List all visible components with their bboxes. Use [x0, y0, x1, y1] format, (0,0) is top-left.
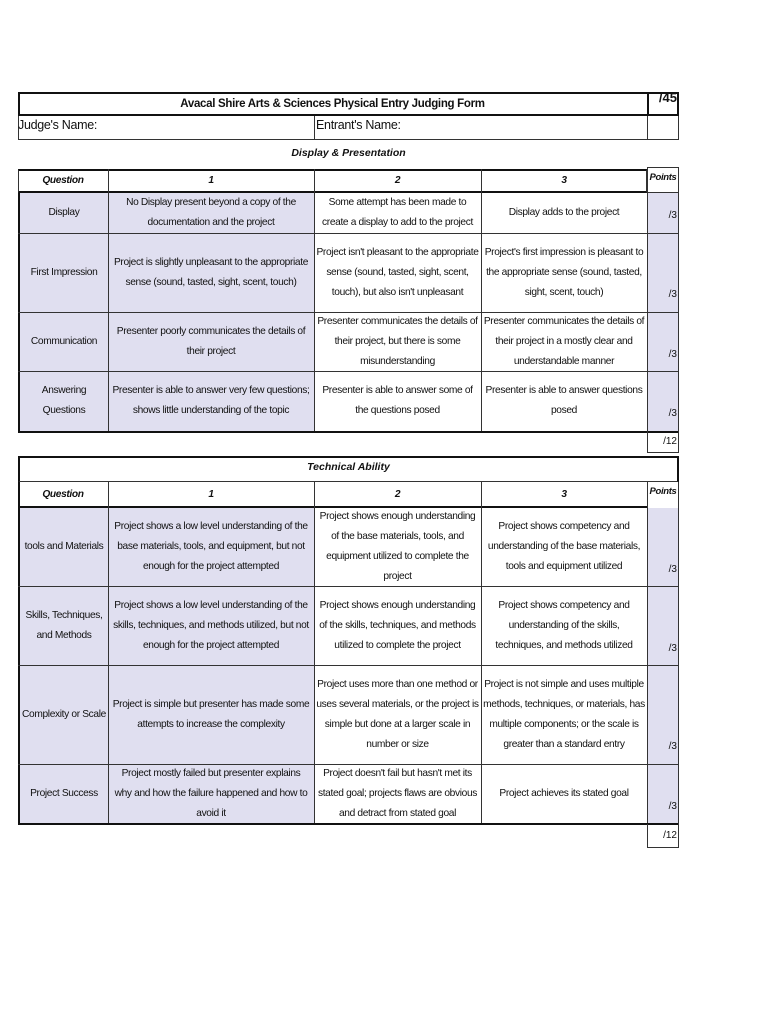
rubric-cell: No Display present beyond a copy of the documentation and the project	[108, 193, 314, 233]
rubric-cell: Project is slightly unpleasant to the appropriate sense (sound, tasted, sight, scent, touch)	[108, 233, 314, 312]
rubric-cell: Presenter is able to answer questions posed	[485, 385, 643, 416]
section1-subtotal: /12	[663, 436, 677, 447]
points-value: /3	[668, 408, 677, 419]
points-value: /3	[668, 564, 677, 575]
rubric-cell: Presenter poorly communicates the details of their project	[108, 312, 314, 371]
rubric-cell: Project isn't pleasant to the appropriate sense (sound, tasted, sight, scent, touch), but also isn't unpleasant	[316, 246, 479, 298]
points-value: /3	[668, 643, 677, 654]
rubric-cell: Project mostly failed but presenter explains why and how the failure happened and how to avoid it	[108, 764, 314, 823]
rubric-cell: Project shows competency and understanding of the base materials, tools and equipment utilized	[487, 521, 641, 572]
question-complexity-or-scale: Complexity or Scale	[18, 665, 108, 764]
rubric-cell: Project uses more than one method or uses several materials, or the project is simple but done at a larger scale in number or size	[316, 678, 479, 750]
rubric-cell: Project shows enough understanding of the skills, techniques, and methods utilized to complete the project	[319, 599, 476, 651]
points-cell[interactable]	[647, 312, 679, 371]
rubric-cell: Presenter is able to answer very few questions; shows little understanding of the topic	[108, 371, 314, 431]
points-value: /3	[668, 801, 677, 812]
form-title: Avacal Shire Arts & Sciences Physical Entry Judging Form	[180, 98, 485, 110]
question-skills-techniques-methods: Skills, Techniques, and Methods	[18, 586, 108, 665]
question-first-impression: First Impression	[18, 233, 108, 312]
points-cell[interactable]	[647, 233, 679, 312]
column-header-3: 3	[561, 489, 567, 500]
section-title-technical-ability: Technical Ability	[307, 461, 390, 473]
rubric-cell: Presenter communicates the details of their project, but there is some misunderstanding	[317, 315, 478, 367]
judge-name-field[interactable]: Judge's Name:	[18, 118, 98, 132]
rubric-cell: Project shows enough understanding of the base materials, tools, and equipment utilized to complete the project	[319, 511, 476, 582]
rubric-cell: Project is not simple and uses multiple methods, techniques, or materials, has multiple components; or the scale is greater than a standard entry	[483, 678, 645, 750]
question-tools-and-materials: tools and Materials	[18, 508, 108, 586]
question-communication: Communication	[18, 312, 108, 371]
rubric-cell: Presenter communicates the details of their project in a mostly clear and understandable manner	[483, 315, 645, 367]
points-cell[interactable]	[647, 764, 679, 823]
points-value: /3	[668, 289, 677, 300]
rubric-cell: Some attempt has been made to create a display to add to the project	[322, 197, 473, 228]
column-header-2: 2	[394, 489, 401, 500]
question-project-success: Project Success	[18, 764, 108, 823]
column-header-points: Points	[649, 486, 677, 497]
points-value: /3	[668, 210, 677, 221]
total-score: /45	[658, 90, 677, 105]
rubric-cell: Presenter is able to answer some of the questions posed	[322, 385, 473, 416]
rubric-cell: Project doesn't fail but hasn't met its stated goal; projects flaws are obvious and detract from stated goal	[317, 767, 478, 819]
rubric-cell: Project is simple but presenter has made some attempts to increase the complexity	[108, 665, 314, 764]
points-value: /3	[668, 741, 677, 752]
section2-subtotal: /12	[663, 830, 677, 841]
column-header-question: Question	[42, 489, 84, 500]
rubric-cell: Display adds to the project	[508, 207, 620, 218]
points-cell[interactable]	[647, 371, 679, 431]
entrant-name-field[interactable]: Entrant's Name:	[316, 118, 401, 132]
rubric-cell: Project shows competency and understanding of the skills, techniques, and methods utilized	[495, 599, 633, 651]
points-value: /3	[668, 349, 677, 360]
rubric-cell: Project's first impression is pleasant to the appropriate sense (sound, tasted, sight, scent, touch)	[484, 246, 644, 298]
rubric-cell: Project achieves its stated goal	[499, 787, 629, 799]
column-header-2: 2	[394, 175, 401, 186]
column-header-question: Question	[42, 175, 84, 186]
column-header-1: 1	[208, 175, 214, 186]
rubric-cell: Project shows a low level understanding of the skills, techniques, and methods utilized, but not enough for the project attempted	[108, 586, 314, 665]
column-header-3: 3	[561, 175, 567, 186]
question-display: Display	[18, 193, 108, 233]
column-header-1: 1	[208, 489, 214, 500]
section-title-display-presentation: Display & Presentation	[291, 147, 406, 159]
rubric-cell: Project shows a low level understanding of the base materials, tools, and equipment, but not enough for the project attempted	[108, 508, 314, 586]
column-header-points: Points	[649, 172, 677, 183]
question-answering-questions: Answering Questions	[18, 371, 108, 431]
